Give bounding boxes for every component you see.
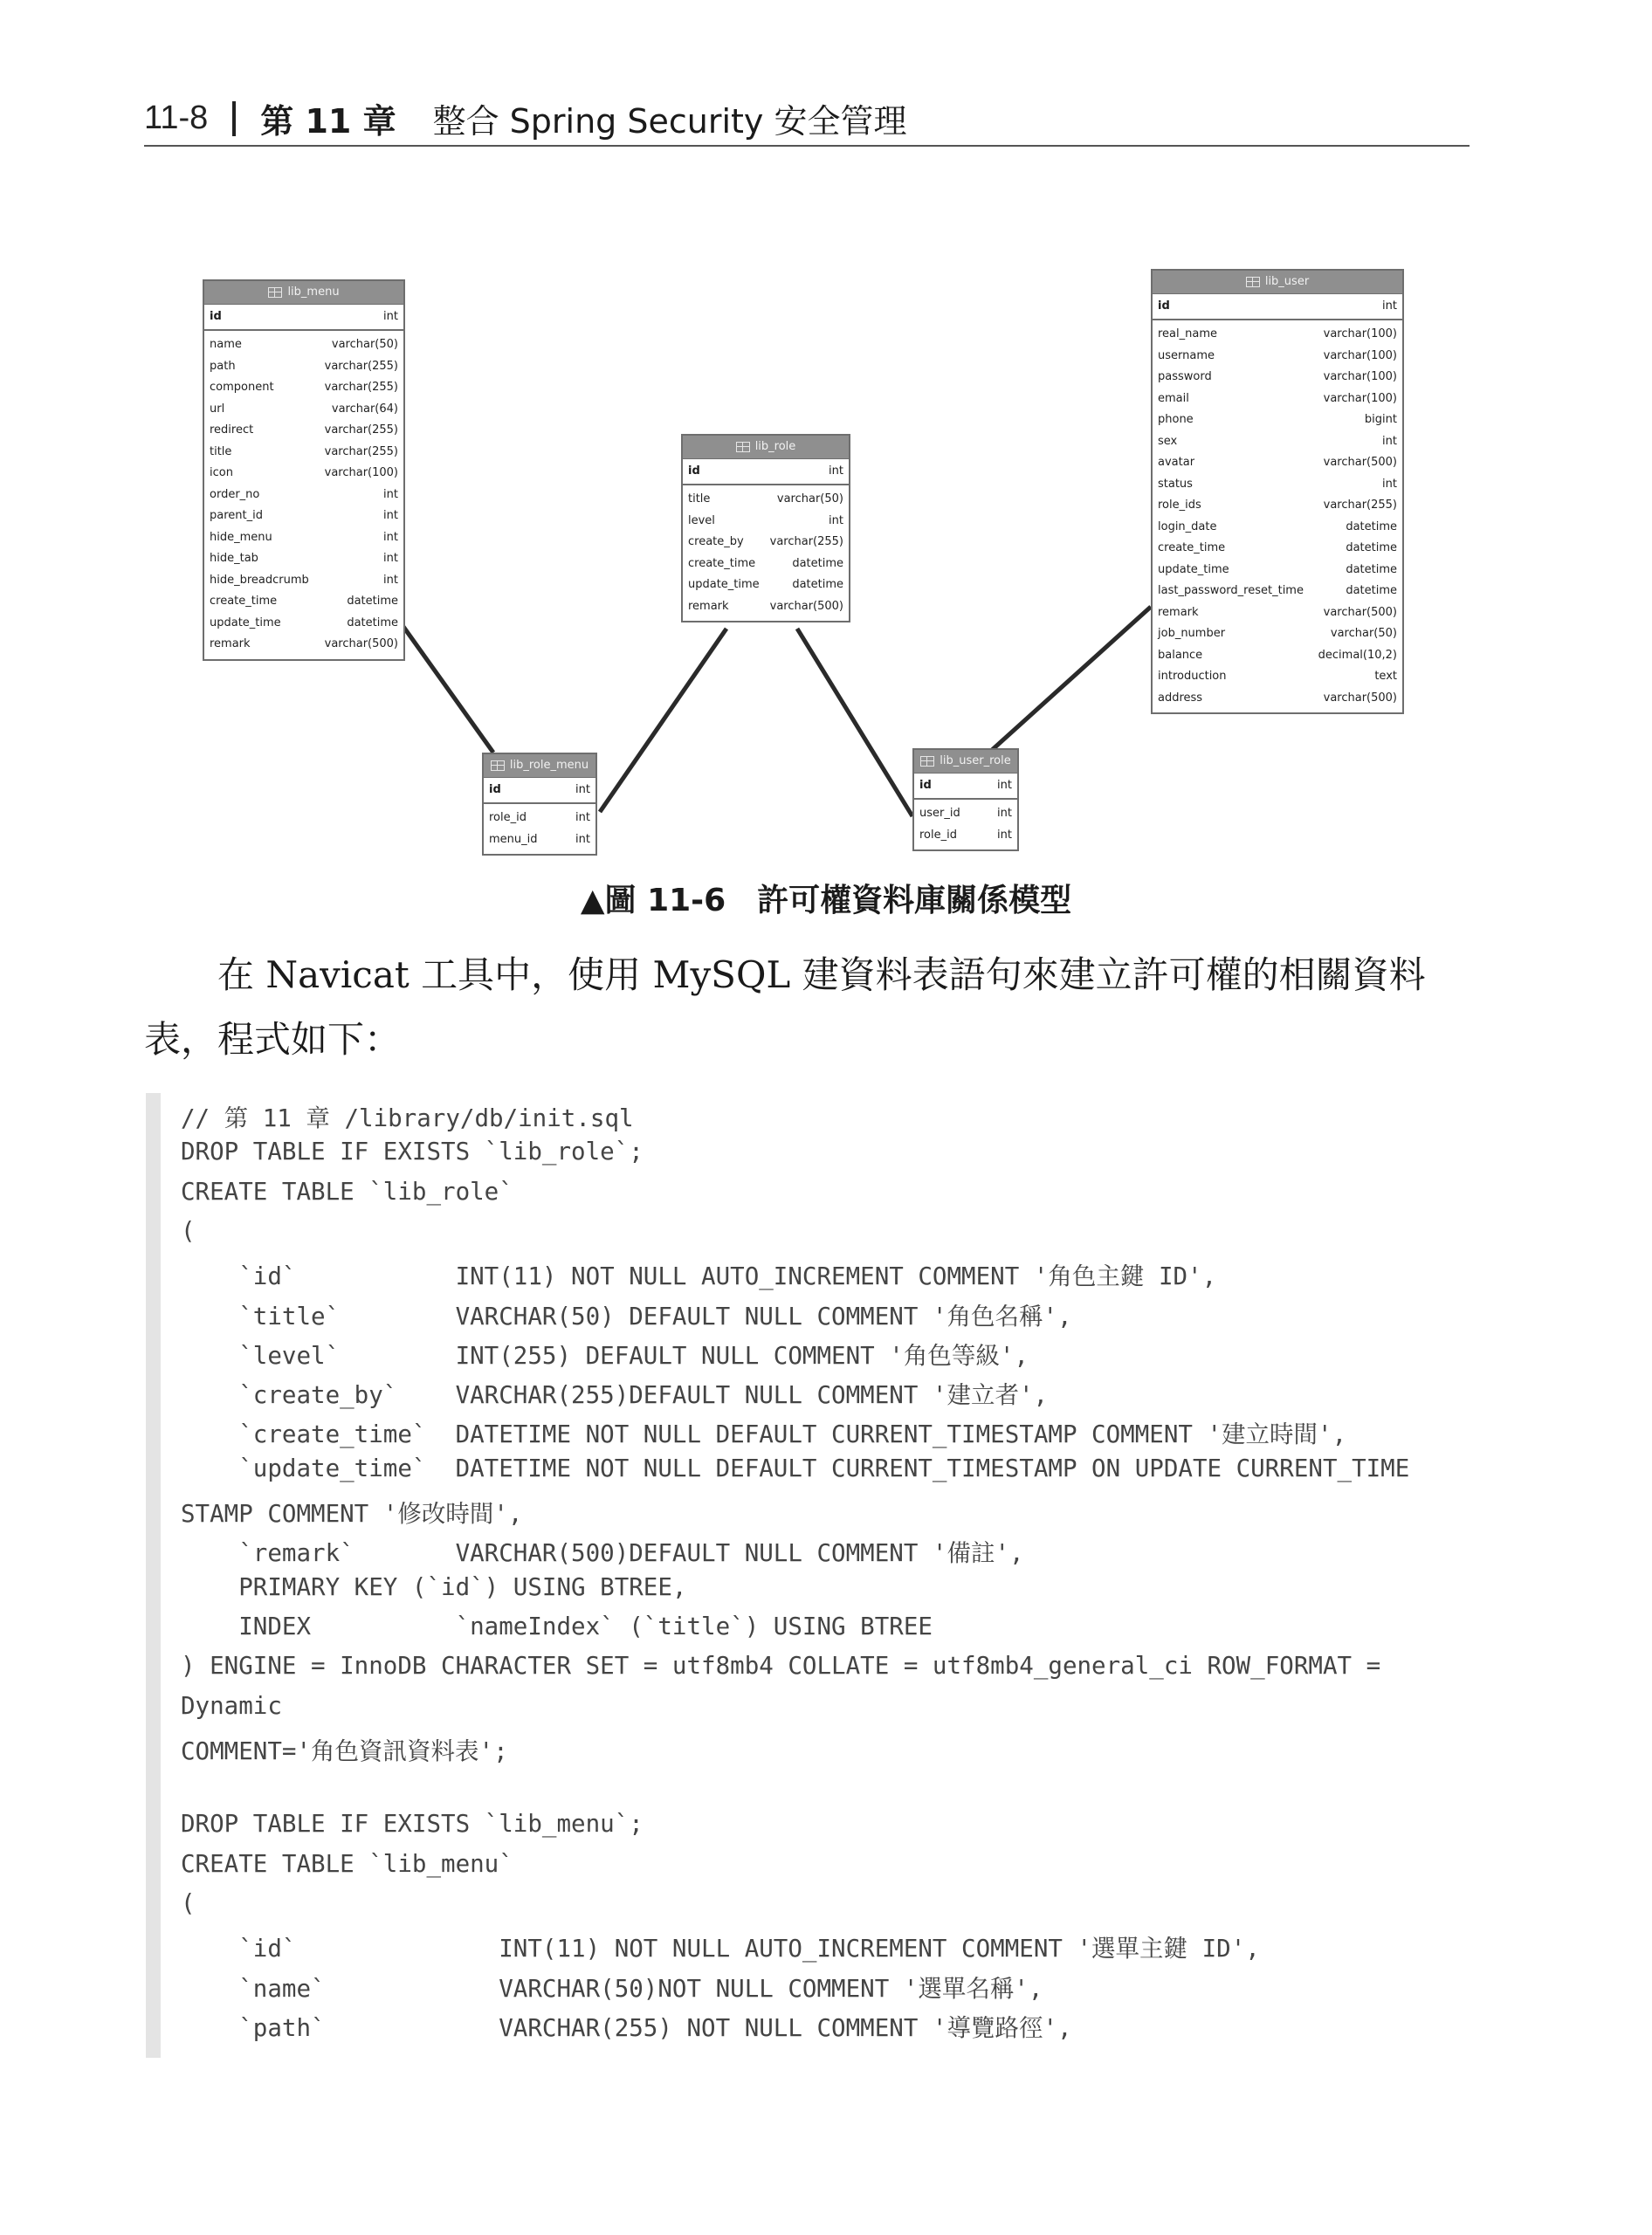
table-name: lib_menu <box>287 285 340 299</box>
column-name: last_password_reset_time <box>1158 584 1304 597</box>
column-row <box>484 829 595 851</box>
column-name: id <box>489 783 501 796</box>
column-name: sex <box>1158 434 1178 448</box>
column-row <box>204 613 403 635</box>
column-row <box>683 554 849 575</box>
column-name: title <box>688 492 711 505</box>
column-row <box>683 596 849 618</box>
column-type: varchar(500) <box>1323 691 1397 705</box>
column-type: varchar(50) <box>1330 627 1397 640</box>
column-row <box>1153 560 1402 581</box>
column-row <box>1153 688 1402 710</box>
code-line: `create_by` VARCHAR(255)DEFAULT NULL COMMENT '建立者', <box>181 1381 1049 1410</box>
column-type: int <box>383 552 398 565</box>
column-type: datetime <box>1346 541 1397 554</box>
code-line: ( <box>181 1216 196 1245</box>
column-name: icon <box>210 466 233 479</box>
er-diagram <box>0 0 1652 891</box>
table-header <box>204 281 403 305</box>
table-lib-role <box>681 434 850 622</box>
column-type: text <box>1374 670 1397 683</box>
column-type: int <box>1382 477 1397 491</box>
column-row <box>683 574 849 596</box>
table-icon <box>920 756 934 767</box>
code-line: DROP TABLE IF EXISTS `lib_role`; <box>181 1138 644 1166</box>
column-name: create_time <box>1158 541 1226 554</box>
column-name: remark <box>688 599 729 613</box>
column-row <box>204 356 403 378</box>
column-type: varchar(500) <box>1323 605 1397 619</box>
column-name: hide_breadcrumb <box>210 573 309 587</box>
column-type: varchar(50) <box>331 338 398 351</box>
column-name: remark <box>1158 605 1199 619</box>
column-type: int <box>997 828 1012 842</box>
column-type: varchar(500) <box>769 599 843 613</box>
code-block-bar <box>146 1093 161 2058</box>
column-type: varchar(500) <box>1323 456 1397 469</box>
table-header <box>484 754 595 778</box>
column-row <box>1153 324 1402 346</box>
chapter-number: 第 11 章 <box>260 102 396 141</box>
column-row <box>204 420 403 442</box>
table-icon <box>491 760 505 771</box>
column-name: id <box>688 464 700 478</box>
code-line: DROP TABLE IF EXISTS `lib_menu`; <box>181 1810 644 1839</box>
column-type: varchar(500) <box>324 637 398 650</box>
line-menu-rolemenu <box>402 624 493 753</box>
column-name: introduction <box>1158 670 1227 683</box>
column-row <box>204 634 403 656</box>
column-row <box>1153 431 1402 453</box>
primary-key-row <box>914 774 1017 800</box>
table-name: lib_user <box>1264 275 1310 288</box>
column-row <box>204 399 403 421</box>
column-row <box>914 825 1017 847</box>
column-name: password <box>1158 370 1212 383</box>
body-paragraph: 在 Navicat 工具中，使用 MySQL 建資料表語句來建立許可權的相關資料表，程式如下： <box>144 953 1426 1061</box>
column-type: datetime <box>347 595 398 608</box>
column-type: varchar(100) <box>1323 391 1397 405</box>
column-row <box>204 377 403 399</box>
column-type: datetime <box>347 615 398 629</box>
column-type: varchar(100) <box>1323 348 1397 362</box>
column-type: decimal(10,2) <box>1318 648 1397 662</box>
column-type: int <box>383 509 398 522</box>
column-list <box>204 331 403 659</box>
column-name: id <box>210 310 222 323</box>
column-type: bigint <box>1364 413 1397 426</box>
column-type: datetime <box>792 556 843 570</box>
code-line: STAMP COMMENT '修改時間', <box>181 1500 523 1528</box>
primary-key-row <box>484 778 595 804</box>
column-type: int <box>997 807 1012 820</box>
column-list <box>683 485 849 621</box>
column-row <box>914 803 1017 825</box>
column-name: component <box>210 381 274 394</box>
code-line: `update_time` DATETIME NOT NULL DEFAULT CURRENT_TIMESTAMP ON UPDATE CURRENT_TIME <box>181 1454 1410 1482</box>
column-row <box>1153 645 1402 667</box>
table-header <box>914 750 1017 774</box>
column-name: order_no <box>210 487 260 501</box>
code-line: `name` VARCHAR(50)NOT NULL COMMENT '選單名稱', <box>181 1974 1043 2003</box>
column-row <box>204 548 403 570</box>
column-name: job_number <box>1158 627 1226 640</box>
code-line: ( <box>181 1889 196 1917</box>
column-name: hide_menu <box>210 530 272 544</box>
column-name: parent_id <box>210 509 263 522</box>
column-row <box>1153 538 1402 560</box>
table-name: lib_role_menu <box>509 759 589 772</box>
column-row <box>1153 367 1402 389</box>
column-type: int <box>1382 434 1397 448</box>
column-type: int <box>829 513 843 527</box>
figure-caption: ▲圖 11-6 許可權資料庫關係模型 <box>580 883 1072 918</box>
table-icon <box>268 287 282 298</box>
column-type: int <box>383 487 398 501</box>
page-number: 11-8 <box>144 100 209 136</box>
column-type: int <box>829 464 843 478</box>
column-name: real_name <box>1158 327 1218 340</box>
column-name: create_by <box>688 535 744 548</box>
column-type: int <box>575 832 590 846</box>
column-row <box>204 505 403 527</box>
column-name: role_ids <box>1158 499 1201 512</box>
code-line: Dynamic <box>181 1691 282 1720</box>
column-type: varchar(255) <box>1323 499 1397 512</box>
column-name: url <box>210 402 225 416</box>
code-line: CREATE TABLE `lib_role` <box>181 1177 513 1206</box>
column-list <box>1153 320 1402 712</box>
code-line: `id` INT(11) NOT NULL AUTO_INCREMENT COMMENT '選單主鍵 ID', <box>181 1935 1260 1963</box>
column-name: update_time <box>688 578 760 591</box>
column-name: create_time <box>210 595 278 608</box>
column-type: int <box>1382 299 1397 313</box>
table-lib-menu <box>203 279 405 661</box>
column-type: datetime <box>792 578 843 591</box>
column-name: id <box>1158 299 1170 313</box>
table-icon <box>736 442 750 452</box>
column-name: phone <box>1158 413 1194 426</box>
column-row <box>1153 346 1402 368</box>
code-line: PRIMARY KEY (`id`) USING BTREE, <box>181 1572 687 1601</box>
code-line: `title` VARCHAR(50) DEFAULT NULL COMMENT '角色名稱', <box>181 1302 1072 1331</box>
line-role-rolemenu <box>600 629 726 812</box>
column-type: varchar(100) <box>324 466 398 479</box>
column-name: status <box>1158 477 1193 491</box>
column-row <box>1153 389 1402 410</box>
column-name: role_id <box>919 828 957 842</box>
code-line: `path` VARCHAR(255) NOT NULL COMMENT '導覽路徑', <box>181 2013 1072 2042</box>
column-name: update_time <box>1158 562 1229 576</box>
table-name: lib_user_role <box>940 754 1011 767</box>
column-row <box>204 485 403 506</box>
code-line: INDEX `nameIndex` (`title`) USING BTREE <box>181 1612 933 1640</box>
column-name: role_id <box>489 811 527 824</box>
line-role-userrole <box>797 629 912 816</box>
table-header <box>683 436 849 459</box>
column-row <box>1153 602 1402 624</box>
column-row <box>204 442 403 464</box>
column-name: path <box>210 359 236 373</box>
code-line: `create_time` DATETIME NOT NULL DEFAULT CURRENT_TIMESTAMP COMMENT '建立時間', <box>181 1420 1347 1449</box>
column-name: avatar <box>1158 456 1195 469</box>
column-list <box>484 804 595 854</box>
column-type: varchar(100) <box>1323 370 1397 383</box>
column-row <box>1153 623 1402 645</box>
code-line: `id` INT(11) NOT NULL AUTO_INCREMENT COMMENT '角色主鍵 ID', <box>181 1262 1217 1291</box>
column-type: int <box>383 530 398 544</box>
column-row <box>1153 517 1402 539</box>
column-type: varchar(255) <box>324 381 398 394</box>
column-name: hide_tab <box>210 552 258 565</box>
column-row <box>1153 474 1402 496</box>
column-name: id <box>919 779 932 792</box>
column-name: create_time <box>688 556 756 570</box>
column-row <box>484 808 595 829</box>
primary-key-row <box>204 305 403 331</box>
column-name: redirect <box>210 423 254 437</box>
column-type: varchar(64) <box>331 402 398 416</box>
code-line: COMMENT='角色資訊資料表'; <box>181 1736 508 1765</box>
column-row <box>683 532 849 554</box>
column-row <box>1153 452 1402 474</box>
column-name: remark <box>210 637 251 650</box>
code-line: `level` INT(255) DEFAULT NULL COMMENT '角色等級', <box>181 1341 1029 1370</box>
column-type: datetime <box>1346 584 1397 597</box>
table-lib-user <box>1151 269 1404 714</box>
table-header <box>1153 271 1402 294</box>
column-type: int <box>383 573 398 587</box>
column-type: int <box>997 779 1012 792</box>
primary-key-row <box>1153 294 1402 320</box>
column-name: address <box>1158 691 1203 705</box>
column-name: level <box>688 513 715 527</box>
column-type: datetime <box>1346 562 1397 576</box>
code-line: CREATE TABLE `lib_menu` <box>181 1849 513 1878</box>
column-name: username <box>1158 348 1215 362</box>
primary-key-row <box>683 459 849 485</box>
column-list <box>914 800 1017 849</box>
code-line: `remark` VARCHAR(500)DEFAULT NULL COMMENT '備註', <box>181 1539 1024 1568</box>
column-row <box>204 334 403 356</box>
table-name: lib_role <box>754 440 796 453</box>
column-type: varchar(255) <box>324 423 398 437</box>
column-name: title <box>210 444 232 458</box>
column-row <box>1153 495 1402 517</box>
column-type: varchar(50) <box>776 492 843 505</box>
column-row <box>204 463 403 485</box>
column-name: name <box>210 338 242 351</box>
table-lib-user-role <box>912 748 1019 851</box>
column-row <box>204 527 403 549</box>
column-row <box>683 489 849 511</box>
column-name: balance <box>1158 648 1203 662</box>
column-type: varchar(100) <box>1323 327 1397 340</box>
column-name: update_time <box>210 615 281 629</box>
column-name: email <box>1158 391 1189 405</box>
chapter-title: 整合 Spring Security 安全管理 <box>432 102 907 141</box>
column-row <box>204 591 403 613</box>
table-lib-role-menu <box>482 753 597 856</box>
column-row <box>683 511 849 533</box>
column-name: menu_id <box>489 832 538 846</box>
column-type: varchar(255) <box>324 359 398 373</box>
column-type: datetime <box>1346 519 1397 533</box>
column-type: varchar(255) <box>769 535 843 548</box>
line-user-userrole <box>991 607 1151 751</box>
column-name: login_date <box>1158 519 1217 533</box>
column-row <box>1153 666 1402 688</box>
column-type: int <box>575 811 590 824</box>
column-row <box>1153 409 1402 431</box>
column-type: int <box>575 783 590 796</box>
column-name: user_id <box>919 807 960 820</box>
column-type: varchar(255) <box>324 444 398 458</box>
column-type: int <box>383 310 398 323</box>
column-row <box>1153 581 1402 602</box>
table-icon <box>1246 277 1260 287</box>
column-row <box>204 570 403 592</box>
code-line: // 第 11 章 /library/db/init.sql <box>181 1104 634 1132</box>
code-line: ) ENGINE = InnoDB CHARACTER SET = utf8mb4 COLLATE = utf8mb4_general_ci ROW_FORMAT = <box>181 1652 1381 1681</box>
